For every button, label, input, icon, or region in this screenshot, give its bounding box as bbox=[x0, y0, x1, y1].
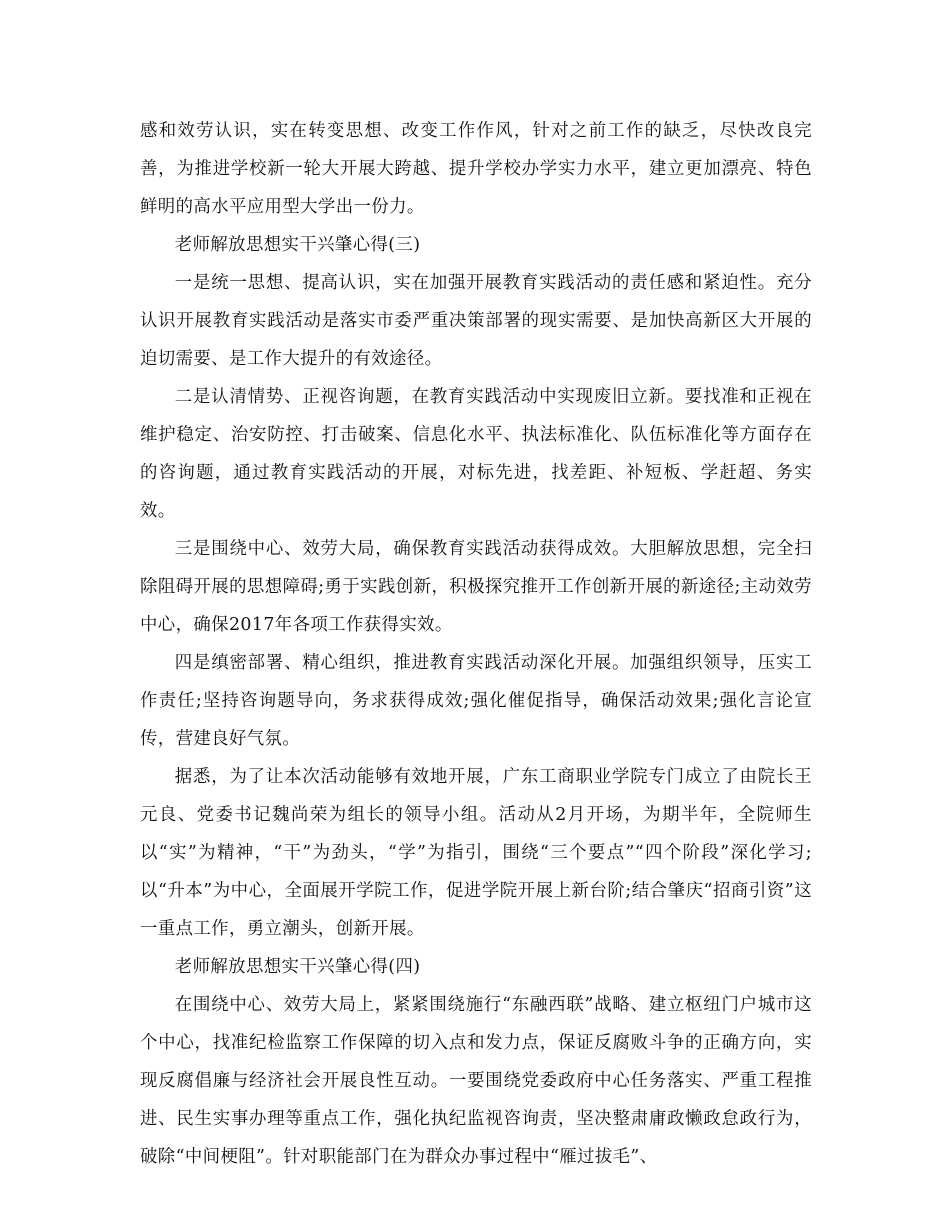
paragraph-point-2: 二是认清情势、正视咨询题，在教育实践活动中实现废旧立新。要找准和正视在维护稳定、治安防控、打击破案、信息化水平、执法标准化、队伍标准化等方面存在的咨询题，通过教育实践活动的开展，对标先进，找差距、补短板、学赶超、务实效。 bbox=[140, 387, 812, 521]
paragraph-point-4: 四是缜密部署、精心组织，推进教育实践活动深化开展。加强组织领导，压实工作责任;坚持咨询题导向，务求获得成效;强化催促指导，确保活动效果;强化言论宣传，营建良好气氛。 bbox=[140, 653, 812, 749]
document-body bbox=[140, 112, 812, 1176]
section-heading-3: 老师解放思想实干兴肇心得(三) bbox=[174, 235, 421, 255]
paragraph-point-1: 一是统一思想、提高认识，实在加强开展教育实践活动的责任感和紧迫性。充分认识开展教育实践活动是落实市委严重决策部署的现实需要、是加快高新区大开展的迫切需要、是工作大提升的有效途径。 bbox=[140, 273, 812, 369]
paragraph-point-3: 三是围绕中心、效劳大局，确保教育实践活动获得成效。大胆解放思想，完全扫除阻碍开展的思想障碍;勇于实践创新，积极探究推开工作创新开展的新途径;主动效劳中心，确保2017年各项工作获得实效。 bbox=[140, 539, 812, 635]
paragraph-section-4-body: 在围绕中心、效劳大局上，紧紧围绕施行“东融西联”战略、建立枢纽门户城市这个中心，找准纪检监察工作保障的切入点和发力点，保证反腐败斗争的正确方向，实现反腐倡廉与经济社会开展良性互动。一要围绕党委政府中心任务落实、严重工程推进、民生实事办理等重点工作，强化执纪监视咨询责，坚决整肃庸政懒政怠政行为，破除“中间梗阻”。针对职能部门在为群众办事过程中“雁过拔毛”、 bbox=[140, 995, 812, 1167]
paragraph-continued: 感和效劳认识，实在转变思想、改变工作作风，针对之前工作的缺乏，尽快改良完善，为推进学校新一轮大开展大跨越、提升学校办学实力水平，建立更加漂亮、特色鲜明的高水平应用型大学出一份力。 bbox=[140, 121, 812, 217]
section-heading-4: 老师解放思想实干兴肇心得(四) bbox=[174, 957, 421, 977]
paragraph-report: 据悉，为了让本次活动能够有效地开展，广东工商职业学院专门成立了由院长王元良、党委书记魏尚荣为组长的领导小组。活动从2月开场，为期半年，全院师生以“实”为精神，“干”为劲头，“学”为指引，围绕“三个要点”“四个阶段”深化学习;以“升本”为中心，全面展开学院工作，促进学院开展上新台阶;结合肇庆“招商引资”这一重点工作，勇立潮头，创新开展。 bbox=[140, 767, 812, 939]
